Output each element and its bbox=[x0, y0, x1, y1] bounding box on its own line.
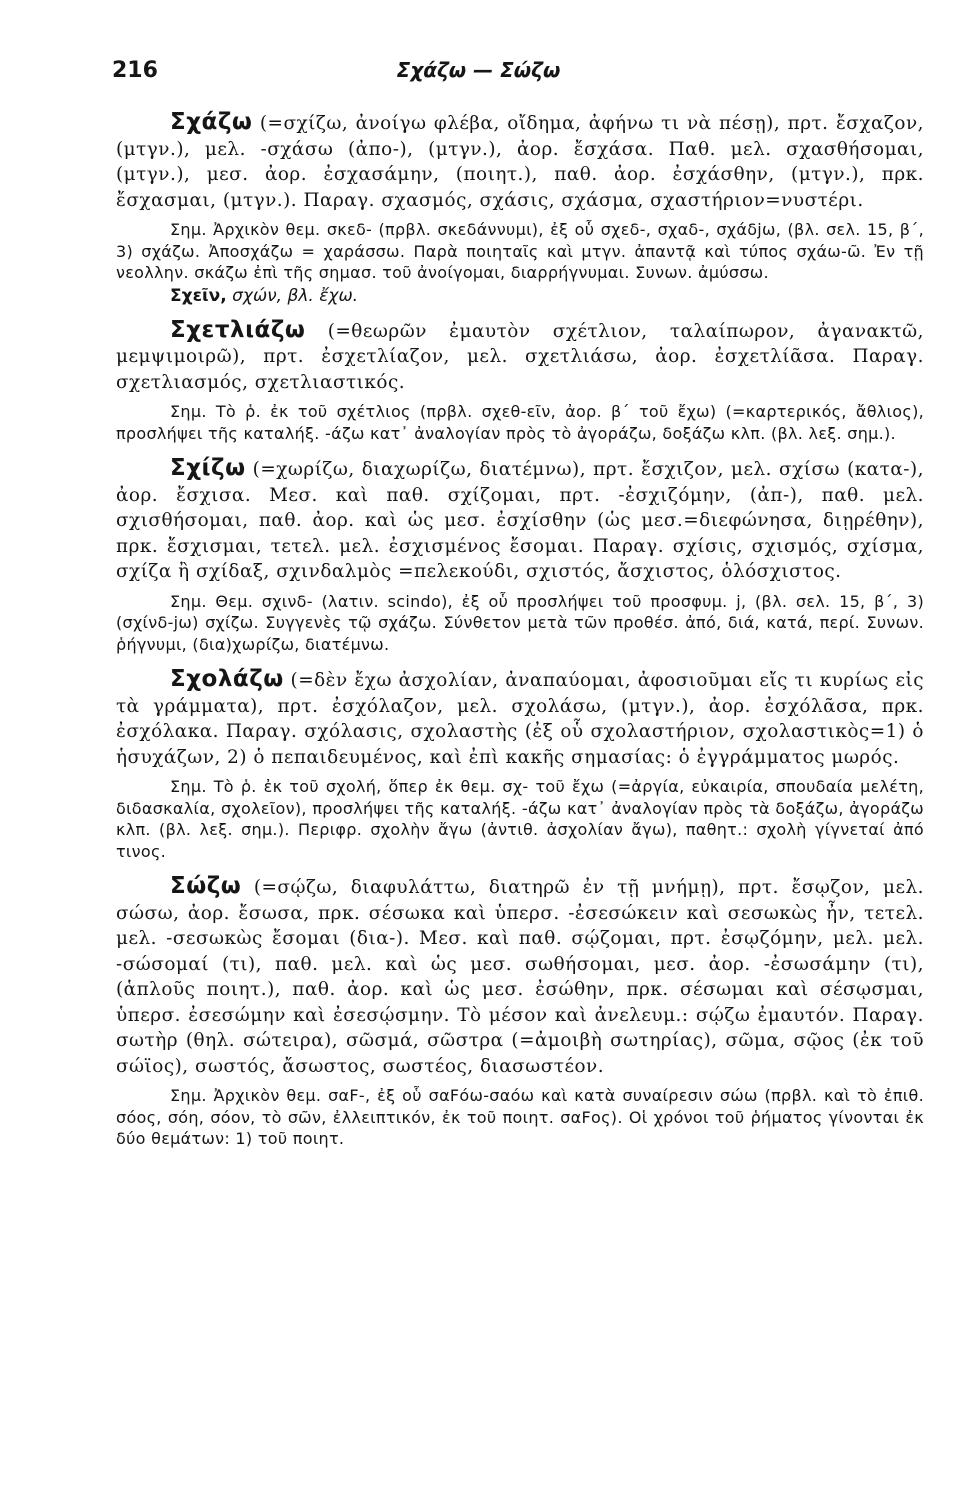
entry-schizo bbox=[116, 456, 924, 655]
definition: (=θεωρῶν ἐμαυτὸν σχέτλιον, ταλαίπωρον, ἀγανακτῶ, μεμψιμοιρῶ), πρτ. ἐσχετλίαζον, μελ. σχετλιάσω, ἀορ. ἐσχετλίᾶσα. Παραγ. σχετλιασμός, σχετλιαστικός. bbox=[116, 320, 924, 393]
headword: Σχάζω bbox=[170, 109, 253, 135]
entry-note: Σημ. Ἀρχικὸν θεμ. σαϜ-, ἐξ οὗ σαϜόω-σαόω καὶ κατὰ συναίρεσιν σώω (πρβλ. καὶ τὸ ἐπιθ. σόος, σόη, σόον, τὸ σῶν, ἐλλειπτικόν, ἐκ τοῦ ποιητ. σαϜος). Οἱ χρόνοι τοῦ ῥήματος γίνονται ἐκ δύο θεμάτων: 1) τοῦ ποιητ. bbox=[116, 1086, 924, 1148]
running-head: Σχάζω — Σώζω bbox=[396, 58, 561, 82]
entry-sozo bbox=[116, 874, 924, 1150]
definition: (=σχίζω, ἀνοίγω φλέβα, οἴδημα, ἀφήνω τι νὰ πέσῃ), πρτ. ἔσχαζον, (μτγν.), μελ. -σχάσω (ἀπο-), (μτγν.), ἀορ. ἔσχάσα. Παθ. μελ. σχασθήσομαι, (μτγν.), μεσ. ἀορ. ἐσχασάμην, (ποιητ.), παθ. ἀορ. ἐσχάσθην, (μτγν.), πρκ. ἔσχασμαι, (μτγν.). Παραγ. σχασμός, σχάσις, σχάσμα, σχαστήριον=νυστέρι. bbox=[116, 113, 924, 211]
cross-ref-word: Σχεῖν, bbox=[170, 285, 227, 306]
entry-schetliazo bbox=[116, 318, 924, 445]
definition: (=χωρίζω, διαχωρίζω, διατέμνω), πρτ. ἔσχιζον, μελ. σχίσω (κατα-), ἀορ. ἔσχισα. Μεσ. καὶ παθ. σχίζομαι, πρτ. -ἐσχιζόμην, (ἀπ-), παθ. μελ. σχισθήσομαι, παθ. ἀορ. καὶ ὡς μεσ. ἐσχίσθην (ὡς μεσ.=διεφώνησα, διῃρέθην), πρκ. ἔσχισμαι, τετελ. μελ. ἐσχισμένος ἔσομαι. Παραγ. σχίσις, σχισμός, σχίσμα, σχίζα ἢ σχίδαξ, σχινδαλμὸς =πελεκούδι, σχιστός, ἄσχιστος, ὁλόσχιστος. bbox=[116, 459, 924, 582]
page-header bbox=[0, 58, 957, 94]
definition: (=σῴζω, διαφυλάττω, διατηρῶ ἐν τῇ μνήμῃ), πρτ. ἔσῳζον, μελ. σώσω, ἀορ. ἔσωσα, πρκ. σέσωκα καὶ ὑπερσ. -ἐσεσώκειν καὶ σεσωκὼς ἦν, τετελ. μελ. -σεσωκὼς ἔσομαι (δια-). Μεσ. καὶ παθ. σῴζομαι, πρτ. ἐσῳζόμην, μελ. μελ. -σώσομαί (τι), παθ. μελ. καὶ ὡς μεσ. σωθήσομαι, μεσ. ἀορ. -ἐσωσάμην (τι), (ἁπλοῦς ποιητ.), παθ. ἀορ. καὶ ὡς μεσ. ἐσώθην, πρκ. σέσωμαι καὶ σέσῳσμαι, ὑπερσ. ἐσεσώμην καὶ ἐσεσῴσμην. Τὸ μέσον καὶ ἀνελευμ.: σῴζω ἐμαυτόν. Παραγ. σωτὴρ (θηλ. σώτειρα), σῶσμά, σῶστρα (=ἀμοιβὴ σωτηρίας), σῶμα, σῷος (ἐκ τοῦ σώϊος), σωστός, ἄσωστος, σωστέος, διασωστέον. bbox=[116, 877, 924, 1077]
entry-scholazo bbox=[116, 667, 924, 862]
entry-body bbox=[116, 318, 924, 396]
entry-body bbox=[116, 456, 924, 585]
entry-body bbox=[116, 667, 924, 770]
entry-schazo bbox=[116, 110, 924, 306]
entry-body bbox=[116, 874, 924, 1079]
definition: (=δὲν ἔχω ἀσχολίαν, ἀναπαύομαι, ἀφοσιοῦμαι εἴς τι κυρίως εἰς τὰ γράμματα), πρτ. ἐσχόλαζον, μελ. σχολάσω, (μτγν.), ἀορ. ἐσχόλᾶσα, πρκ. ἐσχόλακα. Παραγ. σχόλασις, σχολαστὴς (ἐξ οὗ σχολαστήριον, σχολαστικὸς=1) ὁ ἡσυχάζων, 2) ὁ πεπαιδευμένος, καὶ ἐπὶ κακῆς σημασίας: ὁ ἐγγράμματος μωρός. bbox=[116, 670, 924, 768]
entry-body bbox=[116, 110, 924, 213]
dictionary-content bbox=[116, 110, 924, 1162]
entry-note: Σημ. Τὸ ῥ. ἐκ τοῦ σχέτλιος (πρβλ. σχεθ-εῖν, ἀορ. β΄ τοῦ ἔχω) (=καρτερικός, ἄθλιος), προσλήψει τῆς καταλήξ. -άζω κατ᾽ ἀναλογίαν πρὸς τὸ ἀγοράζω, δοξάζω κλπ. (βλ. λεξ. σημ.). bbox=[116, 402, 924, 443]
headword: Σχίζω bbox=[170, 455, 246, 481]
page-number: 216 bbox=[112, 58, 158, 83]
headword: Σχολάζω bbox=[170, 666, 284, 692]
cross-reference bbox=[170, 286, 924, 306]
cross-ref-text: σχών, βλ. ἔχω. bbox=[232, 285, 359, 306]
headword: Σχετλιάζω bbox=[170, 316, 306, 343]
entry-note: Σημ. Τὸ ῥ. ἐκ τοῦ σχολή, ὅπερ ἐκ θεμ. σχ- τοῦ ἔχω (=ἀργία, εὐκαιρία, σπουδαία μελέτη, διδασκαλία, σχολεῖον), προσλήψει τῆς καταλήξ. -άζω κατ᾽ ἀναλογίαν πρὸς τὰ δοξάζω, ἀγοράζω κλπ. (βλ. λεξ. σημ.). Περιφρ. σχολὴν ἄγω (ἀντιθ. ἀσχολίαν ἄγω), παθητ.: σχολὴ γίγνεταί ἀπό τινος. bbox=[116, 777, 924, 861]
headword: Σώζω bbox=[170, 873, 242, 899]
entry-note: Σημ. Ἀρχικὸν θεμ. σκεδ- (πρβλ. σκεδάννυμι), ἐξ οὗ σχεδ-, σχαδ-, σχάδjω, (βλ. σελ. 15, β΄, 3) σχάζω. Ἀποσχάζω = χαράσσω. Παρὰ ποιηταῖς καὶ μτγν. ἀπαντᾷ καὶ τύπος σχάω-ῶ. Ἐν τῇ νεολλην. σκάζω ἐπὶ τῆς σημασ. τοῦ ἀνοίγομαι, διαρρήγνυμαι. Συνων. ἀμύσσω. bbox=[116, 220, 924, 282]
entry-note: Σημ. Θεμ. σχινδ- (λατιν. scindo), ἐξ οὗ προσλήψει τοῦ προσφυμ. j, (βλ. σελ. 15, β΄, 3) (σχίνδ-jω) σχίζω. Συγγενὲς τῷ σχάζω. Σύνθετον μετὰ τῶν προθέσ. ἀπό, διά, κατά, περί. Συνων. ῥήγνυμι, (δια)χωρίζω, διατέμνω. bbox=[116, 591, 924, 654]
